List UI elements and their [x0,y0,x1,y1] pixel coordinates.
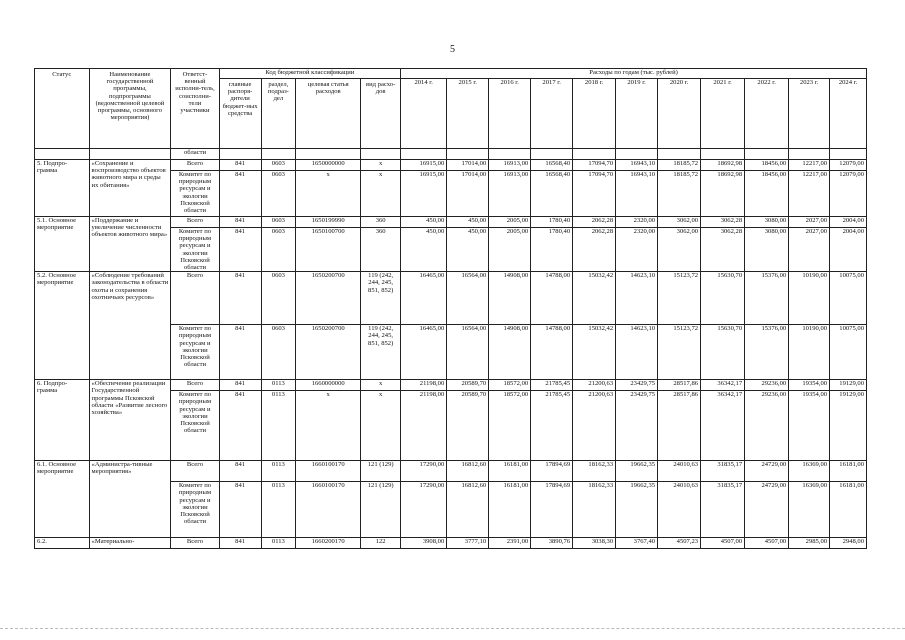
status-cell: 5. Подпро-грамма [35,160,90,217]
year-value-cell: 15376,00 [745,272,789,325]
year-value-cell: 16564,00 [447,272,489,325]
year-value-cell: 2005,00 [489,228,531,272]
year-value-cell: 2027,00 [789,217,830,228]
executor-cell: Комитет по природным ресурсам и экологии Псковской области [171,325,219,380]
year-value-cell: 16181,00 [830,461,867,482]
year-value-cell: 18572,00 [489,391,531,461]
year-value-cell: 18456,00 [745,160,789,171]
header-year: 2023 г. [789,79,830,149]
executor-cell: Всего [171,217,219,228]
grbs-cell: 841 [219,272,261,325]
year-value-cell: 450,00 [401,228,447,272]
table-body [35,149,867,549]
year-value-cell: 19354,00 [789,380,830,391]
status-cell: 5.2. Основное мероприятие [35,272,90,380]
target-article-cell: 1650200700 [296,325,361,380]
status-cell: 5.1. Основное мероприятие [35,217,90,272]
header-year: 2019 г. [616,79,658,149]
grbs-cell: 841 [219,538,261,549]
expense-type-cell: 119 (242, 244, 245, 851, 852) [361,325,401,380]
year-value-cell: 15032,42 [573,325,616,380]
year-value-cell: 17014,00 [447,171,489,217]
expense-type-cell: х [361,160,401,171]
grbs-cell: 841 [219,171,261,217]
year-value-cell: 16913,00 [489,160,531,171]
year-value-cell: 21785,45 [531,380,573,391]
year-value-cell: 29236,00 [745,391,789,461]
year-value-cell: 2320,00 [616,228,658,272]
section-cell: 0113 [261,380,296,391]
expense-type-cell: х [361,391,401,461]
expense-type-cell: х [361,171,401,217]
year-value-cell: 10190,00 [789,272,830,325]
expense-type-cell: 121 (129) [361,461,401,482]
year-value-cell: 17014,00 [447,160,489,171]
status-cell: 6.2. [35,538,90,549]
executor-cell: Всего [171,538,219,549]
section-cell: 0603 [261,272,296,325]
section-cell: 0603 [261,217,296,228]
year-value-cell: 16568,40 [531,171,573,217]
header-year: 2018 г. [573,79,616,149]
target-article-cell: 1650000000 [296,160,361,171]
year-value-cell: 29236,00 [745,380,789,391]
year-value-cell: 2004,00 [830,217,867,228]
target-article-cell: 1660100170 [296,482,361,538]
year-value-cell: 3062,28 [701,228,745,272]
header-year: 2015 г. [447,79,489,149]
year-value-cell: 15376,00 [745,325,789,380]
name-cell: «Соблюдение требований законодательства в области охоты и сохранения охотничьих ресурсов» [89,272,171,380]
table-row [35,272,867,325]
year-value-cell: 16913,00 [489,171,531,217]
page-number: 5 [450,44,455,55]
year-value-cell: 15630,70 [701,272,745,325]
year-value-cell: 17894,69 [531,482,573,538]
year-value-cell: 18185,72 [658,171,701,217]
year-value-cell: 1780,40 [531,228,573,272]
year-value-cell: 4507,23 [658,538,701,549]
header-year: 2014 г. [401,79,447,149]
grbs-cell: 841 [219,380,261,391]
year-value-cell: 16181,00 [489,482,531,538]
header-year: 2024 г. [830,79,867,149]
year-value-cell: 24729,00 [745,461,789,482]
grbs-cell: 841 [219,228,261,272]
year-value-cell: 17094,70 [573,171,616,217]
year-value-cell: 1780,40 [531,217,573,228]
year-value-cell: 2062,28 [573,228,616,272]
table-row [35,538,867,549]
year-value-cell: 18162,33 [573,482,616,538]
grbs-cell: 841 [219,461,261,482]
year-value-cell: 19129,00 [830,380,867,391]
table-row [35,217,867,228]
year-value-cell: 24010,63 [658,482,701,538]
year-value-cell: 12217,00 [789,160,830,171]
section-cell: 0603 [261,228,296,272]
year-value-cell: 16812,60 [447,482,489,538]
year-value-cell: 12079,00 [830,160,867,171]
year-value-cell: 16181,00 [489,461,531,482]
year-value-cell: 20589,70 [447,380,489,391]
section-cell: 0113 [261,461,296,482]
year-value-cell: 3080,00 [745,228,789,272]
grbs-cell: 841 [219,482,261,538]
header-budget-code-group: Код бюджетной классификации [219,69,401,79]
year-value-cell: 16181,00 [830,482,867,538]
year-value-cell: 16568,40 [531,160,573,171]
table-row [35,160,867,171]
grbs-cell: 841 [219,325,261,380]
table-row [35,380,867,391]
target-article-cell: 1650200700 [296,272,361,325]
year-value-cell: 21200,63 [573,391,616,461]
year-value-cell: 21198,00 [401,391,447,461]
header-year: 2016 г. [489,79,531,149]
year-value-cell: 28517,86 [658,380,701,391]
name-cell: «Материально- [89,538,171,549]
year-value-cell: 18185,72 [658,160,701,171]
year-value-cell: 3080,00 [745,217,789,228]
section-cell: 0113 [261,482,296,538]
year-value-cell: 28517,86 [658,391,701,461]
year-value-cell: 23429,75 [616,380,658,391]
year-value-cell: 14623,10 [616,325,658,380]
year-value-cell: 17290,00 [401,461,447,482]
header-target-article: целевая статья расходов [296,79,361,149]
section-cell: 0603 [261,171,296,217]
section-cell: 0113 [261,391,296,461]
year-value-cell: 10075,00 [830,325,867,380]
year-value-cell: 2027,00 [789,228,830,272]
executor-cell: Комитет по природным ресурсам и экологии Псковской области [171,482,219,538]
year-value-cell: 24010,63 [658,461,701,482]
expense-type-cell: 360 [361,217,401,228]
year-value-cell: 15032,42 [573,272,616,325]
target-article-cell: 1650100700 [296,228,361,272]
year-value-cell: 17094,70 [573,160,616,171]
year-value-cell: 3062,28 [701,217,745,228]
target-article-cell: 1660100170 [296,461,361,482]
target-article-cell: х [296,391,361,461]
section-cell: 0113 [261,538,296,549]
year-value-cell: 2062,28 [573,217,616,228]
year-value-cell: 16369,00 [789,461,830,482]
year-value-cell: 2391,00 [489,538,531,549]
year-value-cell: 18162,33 [573,461,616,482]
year-value-cell: 23429,75 [616,391,658,461]
year-value-cell: 31835,17 [701,461,745,482]
executor-cell: Комитет по природным ресурсам и экологии Псковской области [171,228,219,272]
target-article-cell: 1660200170 [296,538,361,549]
name-cell: «Администра-тивные мероприятия» [89,461,171,538]
year-value-cell: 10190,00 [789,325,830,380]
year-value-cell: 21785,45 [531,391,573,461]
year-value-cell: 14908,00 [489,325,531,380]
header-year: 2020 г. [658,79,701,149]
executor-cell: Всего [171,380,219,391]
year-value-cell: 3767,40 [616,538,658,549]
year-value-cell: 15123,72 [658,272,701,325]
expense-type-cell: 122 [361,538,401,549]
year-value-cell: 3908,00 [401,538,447,549]
year-value-cell: 20589,70 [447,391,489,461]
executor-cell: Комитет по природным ресурсам и экологии Псковской области [171,171,219,217]
year-value-cell: 14908,00 [489,272,531,325]
executor-cell: Всего [171,461,219,482]
year-value-cell: 450,00 [447,228,489,272]
year-value-cell: 16943,10 [616,171,658,217]
grbs-cell: 841 [219,391,261,461]
year-value-cell: 2320,00 [616,217,658,228]
year-value-cell: 18692,98 [701,160,745,171]
year-value-cell: 24729,00 [745,482,789,538]
year-value-cell: 16915,00 [401,160,447,171]
year-value-cell: 14623,10 [616,272,658,325]
year-value-cell: 18692,98 [701,171,745,217]
year-value-cell: 2948,00 [830,538,867,549]
header-expenses-group: Расходы по годам (тыс. рублей) [401,69,867,79]
year-value-cell: 16943,10 [616,160,658,171]
header-year: 2022 г. [745,79,789,149]
name-cell: «Сохранение и воспроизводство объектов животного мира и среды их обитания» [89,160,171,217]
year-value-cell: 4507,00 [701,538,745,549]
expense-type-cell: 119 (242, 244, 245, 851, 852) [361,272,401,325]
year-value-cell: 14788,00 [531,325,573,380]
header-status: Статус [35,69,90,149]
year-value-cell: 3062,00 [658,228,701,272]
header-executor: Ответст-венный исполни-тель, соисполни-тели участники [171,69,219,149]
year-value-cell: 18572,00 [489,380,531,391]
grbs-cell: 841 [219,160,261,171]
header-expense-type: вид расхо-дов [361,79,401,149]
year-value-cell: 14788,00 [531,272,573,325]
year-value-cell: 2985,00 [789,538,830,549]
executor-cell: Комитет по природным ресурсам и экологии Псковской области [171,391,219,461]
status-cell: 6.1. Основное мероприятие [35,461,90,538]
year-value-cell: 21198,00 [401,380,447,391]
year-value-cell: 3777,10 [447,538,489,549]
header-year: 2021 г. [701,79,745,149]
year-value-cell: 450,00 [447,217,489,228]
year-value-cell: 16915,00 [401,171,447,217]
year-value-cell: 12217,00 [789,171,830,217]
year-value-cell: 2004,00 [830,228,867,272]
year-value-cell: 18456,00 [745,171,789,217]
name-cell: «Поддержание и увеличение численности объектов животного мира» [89,217,171,272]
year-value-cell: 12079,00 [830,171,867,217]
year-value-cell: 17290,00 [401,482,447,538]
target-article-cell: 1650199990 [296,217,361,228]
year-value-cell: 21200,63 [573,380,616,391]
year-value-cell: 19662,35 [616,461,658,482]
year-value-cell: 15123,72 [658,325,701,380]
year-value-cell: 16564,00 [447,325,489,380]
expense-type-cell: 360 [361,228,401,272]
year-value-cell: 3890,76 [531,538,573,549]
year-value-cell: 36342,17 [701,391,745,461]
expense-type-cell: х [361,380,401,391]
year-value-cell: 16812,60 [447,461,489,482]
header-year: 2017 г. [531,79,573,149]
target-article-cell: 1660000000 [296,380,361,391]
grbs-cell: 841 [219,217,261,228]
executor-cell: Всего [171,160,219,171]
year-value-cell: 450,00 [401,217,447,228]
year-value-cell: 17894,69 [531,461,573,482]
executor-cell: Всего [171,272,219,325]
header-name: Наименование государственной программы, подпрограммы (ведомственной целевой программы, основного мероприятия) [89,69,171,149]
year-value-cell: 31835,17 [701,482,745,538]
table-row [35,461,867,482]
scan-edge-line [0,628,905,632]
header-section: раздел, подраз-дел [261,79,296,149]
section-cell: 0603 [261,160,296,171]
name-cell: «Обеспечение реализации Государственной программы Псковской области «Развитие лесного хозяйства» [89,380,171,461]
executor-cell: области [171,149,219,160]
year-value-cell: 19354,00 [789,391,830,461]
year-value-cell: 2005,00 [489,217,531,228]
year-value-cell: 16465,00 [401,325,447,380]
year-value-cell: 10075,00 [830,272,867,325]
year-value-cell: 16465,00 [401,272,447,325]
year-value-cell: 15630,70 [701,325,745,380]
year-value-cell: 3062,00 [658,217,701,228]
section-cell: 0603 [261,325,296,380]
year-value-cell: 19662,35 [616,482,658,538]
target-article-cell: х [296,171,361,217]
year-value-cell: 36342,17 [701,380,745,391]
header-grbs: главные распоря-дители бюджет-ных средства [219,79,261,149]
expense-type-cell: 121 (129) [361,482,401,538]
year-value-cell: 16369,00 [789,482,830,538]
status-cell: 6. Подпро-грамма [35,380,90,461]
year-value-cell: 19129,00 [830,391,867,461]
year-value-cell: 4507,00 [745,538,789,549]
year-value-cell: 3038,30 [573,538,616,549]
table-row [35,149,867,160]
budget-table [34,68,867,549]
